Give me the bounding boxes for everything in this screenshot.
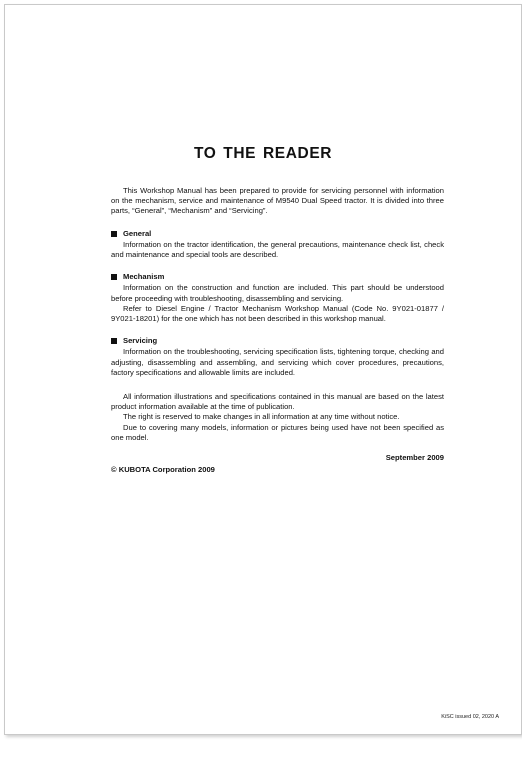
- section-heading: [111, 229, 444, 239]
- section-servicing: [111, 336, 444, 378]
- section-paragraph: Refer to Diesel Engine / Tractor Mechanism Workshop Manual (Code No. 9Y021-01877 / 9Y021-18201) for the one which has not been described in this workshop manual.: [111, 303, 444, 324]
- document-body: [111, 186, 444, 475]
- section-paragraph: Information on the construction and function are included. This part should be understood before proceeding with troubleshooting, disassembling and servicing.: [111, 283, 444, 303]
- closing-paragraph: Due to covering many models, information or pictures being used have not been specified as one model.: [111, 422, 444, 442]
- closing-paragraph: The right is reserved to make changes in all information at any time without notice.: [123, 412, 400, 422]
- section-general: [111, 229, 444, 261]
- page-title: TO THE READER: [193, 145, 333, 162]
- square-bullet-icon: [111, 231, 117, 237]
- section-heading-label: General: [123, 228, 152, 238]
- closing-block: [111, 392, 444, 443]
- intro-paragraph: This Workshop Manual has been prepared to provide for servicing personnel with information on the mechanism, service and maintenance of M9540 Dual Speed tractor. It is divided into three parts, “General”, “Mechanism” and “Servicing”.: [111, 186, 444, 216]
- publication-date: September 2009: [385, 453, 444, 463]
- section-heading-label: Mechanism: [123, 272, 165, 282]
- copyright-notice: © KUBOTA Corporation 2009: [111, 465, 215, 475]
- section-paragraph: Information on the troubleshooting, servicing specification lists, tightening torque, checking and adjusting, disassembling and assembling, and servicing which cover procedures, precautions, factory specifications and allowable limits are included.: [111, 347, 444, 377]
- square-bullet-icon: [111, 338, 117, 344]
- section-heading: [111, 272, 444, 282]
- section-mechanism: [111, 272, 444, 324]
- section-heading: [111, 336, 444, 346]
- issue-note: KiSC issued 02, 2020 A: [441, 714, 499, 720]
- section-heading-label: Servicing: [123, 336, 158, 346]
- section-paragraph: Information on the tractor identification, the general precautions, maintenance check list, check and maintenance and special tools are described.: [111, 239, 444, 260]
- document-page: [4, 4, 522, 735]
- square-bullet-icon: [111, 274, 117, 280]
- closing-paragraph: All information illustrations and specifications contained in this manual are based on the latest product information available at the time of publication.: [111, 392, 444, 412]
